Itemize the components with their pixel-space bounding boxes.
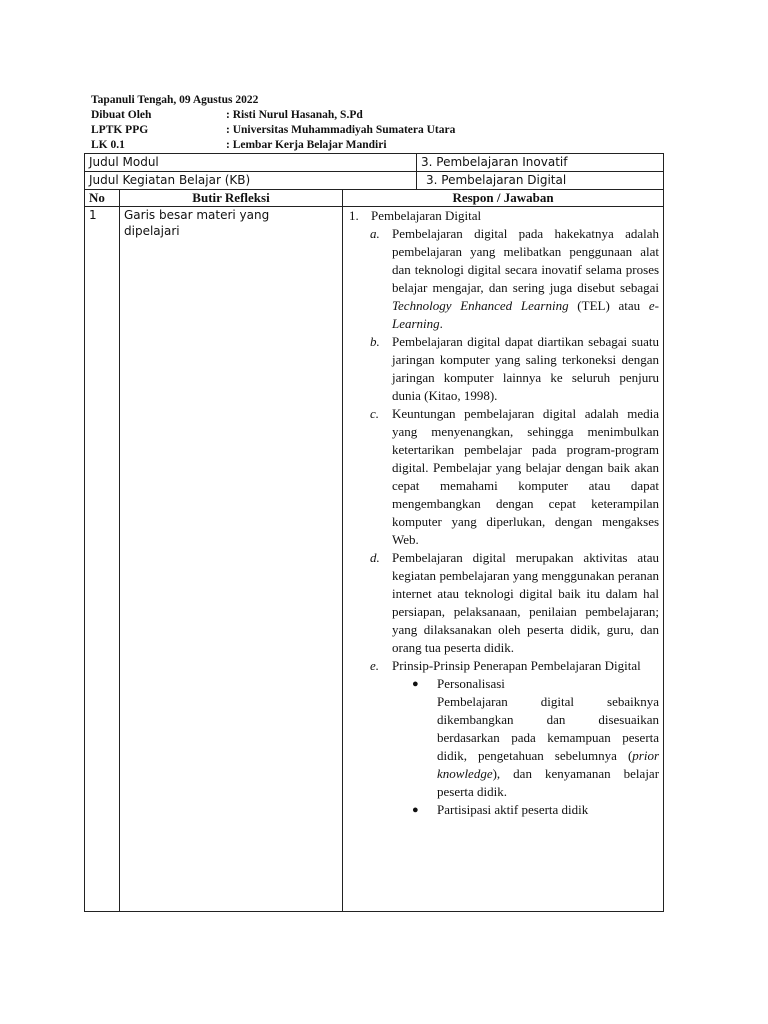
header-label: Dibuat Oleh xyxy=(91,109,152,121)
sub-item-b xyxy=(347,333,659,405)
item-number: 1. xyxy=(349,208,359,223)
bullet-list xyxy=(347,675,659,819)
text: Pembelajaran digital merupakan aktivitas atau kegiatan pembelajaran yang menggunakan peranan internet atau teknologi digital baik itu dalam hal persiapan, pelaksanaan, penilaian pembelajaran; yang dilaksanakan oleh peserta didik, guru, dan orang tua peserta didik. xyxy=(392,550,660,655)
col-butir-header: Butir Refleksi xyxy=(120,190,343,207)
header-value: : Universitas Muhammadiyah Sumatera Utara xyxy=(226,124,456,136)
sub-item-d xyxy=(347,549,659,657)
text: Pembelajaran digital dapat diartikan sebagai suatu jaringan komputer yang saling terkoneksi dengan jaringan komputer lainnya ke seluruh penjuru dunia (Kitao, 1998). xyxy=(392,334,660,403)
marker: e. xyxy=(370,658,380,673)
respon-cell xyxy=(343,207,664,912)
item-title: Pembelajaran Digital xyxy=(371,208,482,223)
bullet-icon: ● xyxy=(412,804,419,816)
place-date: Tapanuli Tengah, 09 Agustus 2022 xyxy=(91,94,259,106)
text: Pembelajaran digital sebaiknya dikembangkan dan disesuaikan berdasarkan pada kemampuan peserta didik, pengetahuan sebelumnya ( xyxy=(437,694,660,763)
table-row xyxy=(85,207,664,912)
bullet-icon: ● xyxy=(412,678,419,690)
header-label: LPTK PPG xyxy=(91,124,149,136)
header-value: : Risti Nurul Hasanah, S.Pd xyxy=(226,109,363,121)
header-value: : Lembar Kerja Belajar Mandiri xyxy=(226,139,387,151)
text: Pembelajaran digital pada hakekatnya adalah pembelajaran yang melibatkan penggunaan alat dan teknologi digital secara inovatif selama proses belajar mengajar, dan sering juga disebut sebagai xyxy=(392,226,660,295)
text: (TEL) atau xyxy=(568,298,649,313)
column-header-row xyxy=(85,190,664,207)
numbered-item xyxy=(347,207,659,225)
butir-refleksi-text: Garis besar materi yang dipelajari xyxy=(120,207,343,912)
italic-term: prior knowledge xyxy=(437,748,660,781)
text: Keuntungan pembelajaran digital adalah media yang menyenangkan, sehingga menimbulkan ketertarikan pembelajar pada program-program digital. Pembelajar yang belajar dengan baik akan cepat memahami komputer atau dapat mengembangkan dengan cepat keterampilan komputer yang diperlukan, dengan mengakses Web. xyxy=(392,406,660,547)
kb-label: Judul Kegiatan Belajar (KB) xyxy=(85,172,417,190)
list-item xyxy=(392,801,659,819)
modul-label: Judul Modul xyxy=(85,154,417,172)
text: . xyxy=(439,316,443,331)
text: ), dan kenyamanan belajar peserta didik. xyxy=(437,766,660,799)
kb-value: 3. Pembelajaran Digital xyxy=(417,172,664,190)
row-judul-kb xyxy=(85,172,664,190)
marker: d. xyxy=(370,550,380,565)
italic-term: Technology Enhanced Learning xyxy=(392,298,569,313)
text: Prinsip-Prinsip Penerapan Pembelajaran Digital xyxy=(392,658,641,673)
sub-item-c xyxy=(347,405,659,549)
sub-item-e xyxy=(347,657,659,675)
marker: a. xyxy=(370,226,380,241)
row-judul-modul xyxy=(85,154,664,172)
header-label: LK 0.1 xyxy=(91,139,125,151)
bullet-title: Partisipasi aktif peserta didik xyxy=(437,802,589,817)
worksheet-table xyxy=(84,153,664,912)
bullet-title: Personalisasi xyxy=(437,676,505,691)
italic-term: e-Learning xyxy=(392,298,660,331)
row-number: 1 xyxy=(85,207,120,912)
col-respon-header: Respon / Jawaban xyxy=(343,190,664,207)
modul-value: 3. Pembelajaran Inovatif xyxy=(417,154,664,172)
marker: c. xyxy=(370,406,380,421)
sub-item-a xyxy=(347,225,659,333)
marker: b. xyxy=(370,334,380,349)
col-no-header: No xyxy=(85,190,120,207)
list-item xyxy=(392,675,659,801)
